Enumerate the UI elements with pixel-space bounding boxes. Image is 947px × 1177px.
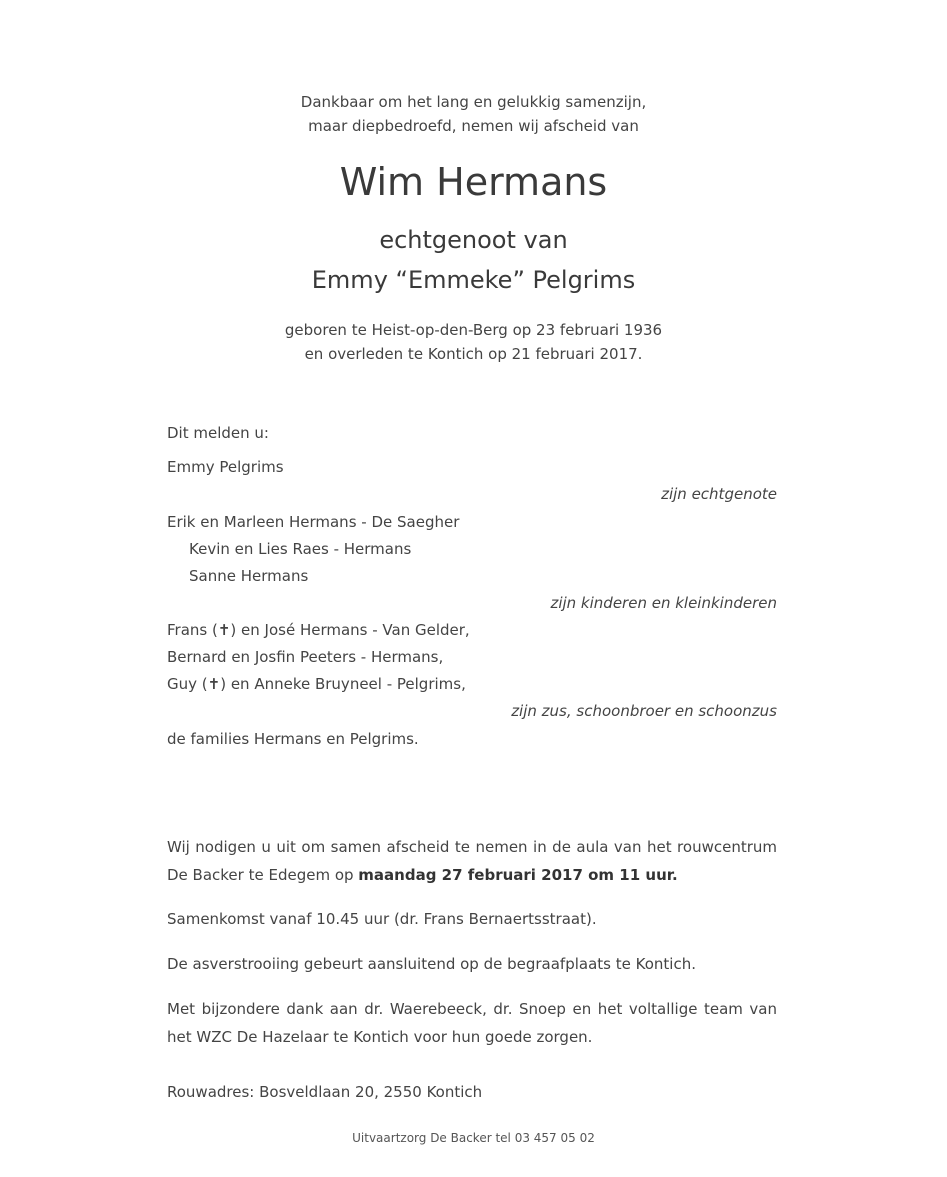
sibling-line: Guy (✝) en Anneke Bruyneel - Pelgrims, [167,675,466,693]
gathering-text: Samenkomst vanaf 10.45 uur (dr. Frans Bernaertsstraat). [167,910,597,928]
spouse-role: zijn echtgenote [661,485,777,503]
announcement-block [167,0,777,760]
siblings-role: zijn zus, schoonbroer en schoonzus [511,702,777,720]
families-line: de families Hermans en Pelgrims. [167,730,419,748]
sibling-line: Frans (✝) en José Hermans - Van Gelder, [167,621,470,639]
intro-line-2: maar diepbedroefd, nemen wij afscheid van [308,117,639,135]
relation-text: echtgenoot van [379,226,568,254]
spouse-mourner: Emmy Pelgrims [167,458,284,476]
grandchild-line: Sanne Hermans [189,567,309,585]
death-line: en overleden te Kontich op 21 februari 2017. [304,345,643,363]
address-text: Rouwadres: Bosveldlaan 20, 2550 Kontich [167,1083,483,1101]
spouse-name: Emmy “Emmeke” Pelgrims [311,266,636,294]
invitation-paragraph [167,833,777,889]
intro-line-1: Dankbaar om het lang en gelukkig samenzijn, [300,93,647,111]
announcement-heading: Dit melden u: [167,424,269,442]
deceased-name: Wim Hermans [339,160,608,204]
child-line: Erik en Marleen Hermans - De Saegher [167,513,460,531]
invitation-text: Wij nodigen u uit om samen afscheid te nemen in de aula van het rouwcentrum De Backer te Edegem op [167,838,777,884]
ceremony-datetime: maandag 27 februari 2017 om 11 uur. [358,866,678,884]
footer-text: Uitvaartzorg De Backer tel 03 457 05 02 [352,1131,595,1145]
birth-line: geboren te Heist-op-den-Berg op 23 februari 1936 [284,321,663,339]
grandchild-line: Kevin en Lies Raes - Hermans [189,540,412,558]
thanks-text: Met bijzondere dank aan dr. Waerebeeck, dr. Snoep en het voltallige team van het WZC De Hazelaar te Kontich voor hun goede zorgen. [167,1000,777,1046]
ashes-text: De asverstrooiing gebeurt aansluitend op de begraafplaats te Kontich. [167,955,696,973]
sibling-line: Bernard en Josfin Peeters - Hermans, [167,648,444,666]
children-role: zijn kinderen en kleinkinderen [550,594,777,612]
